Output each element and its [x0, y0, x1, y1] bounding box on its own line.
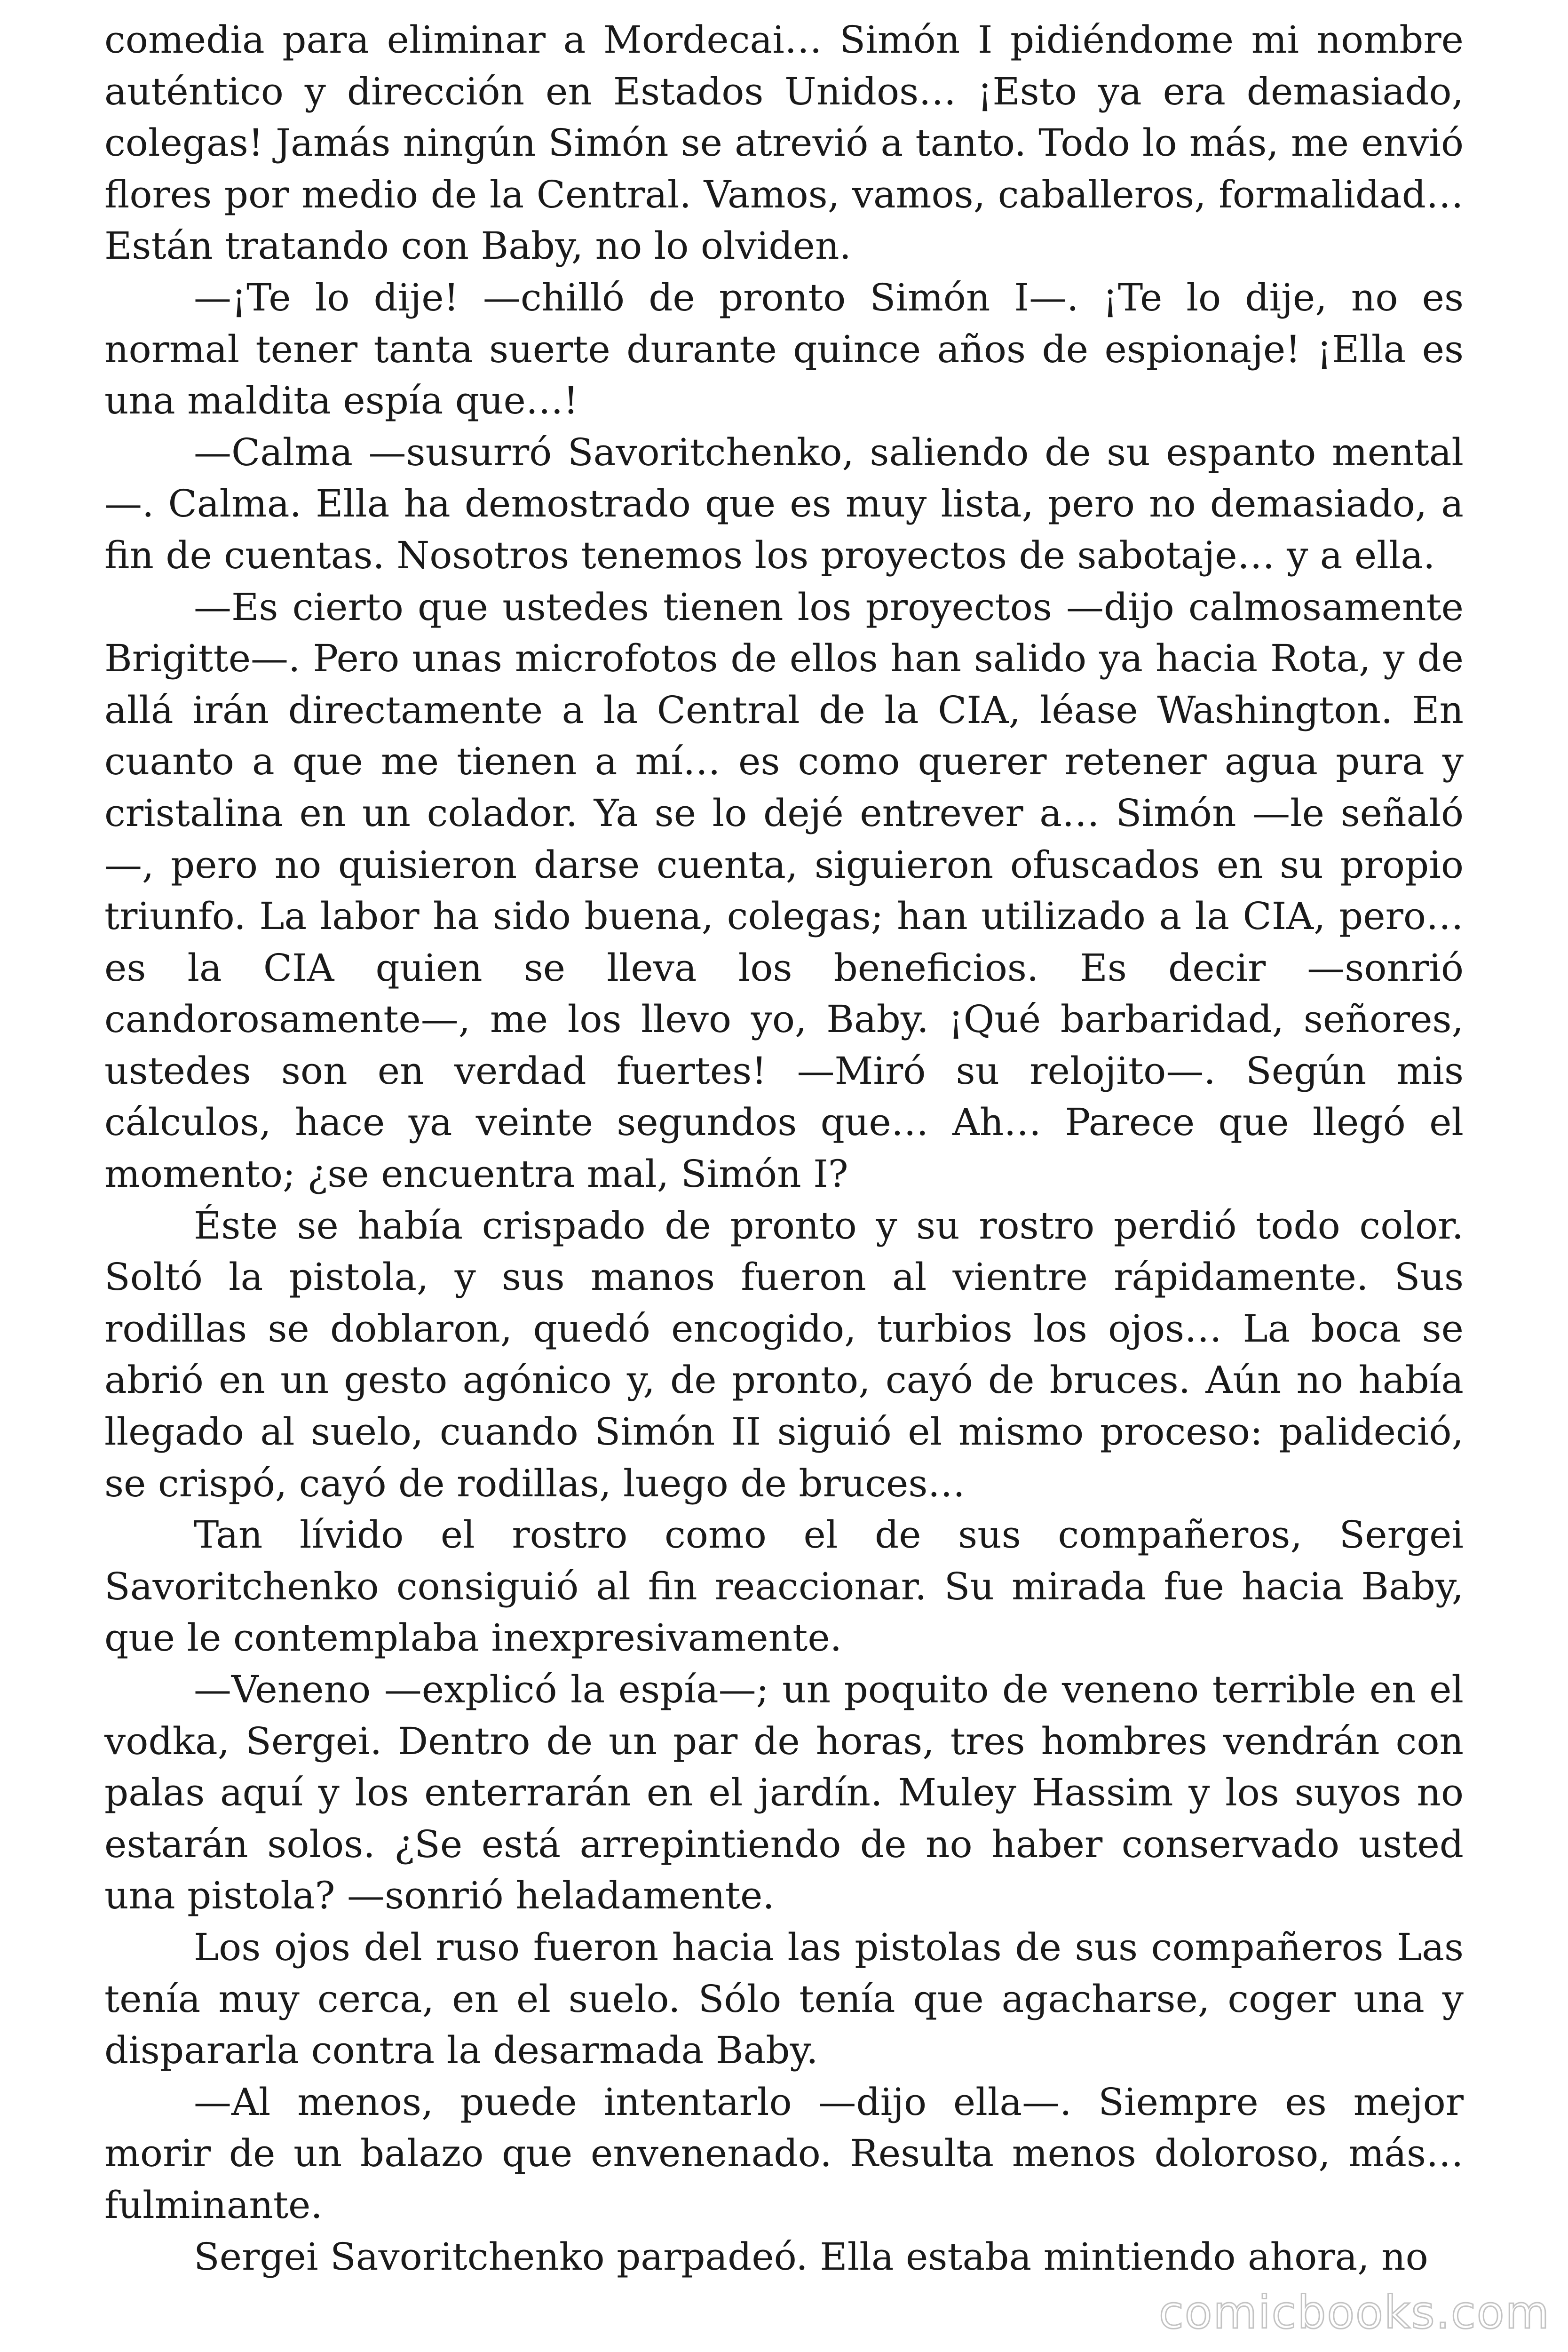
- paragraph: —Al menos, puede intentarlo —dijo ella—. Siempre es mejor morir de un balazo que envenenado. Resulta menos doloroso, más… fulminante.: [104, 2080, 1464, 2227]
- paragraph: Los ojos del ruso fueron hacia las pistolas de sus compañeros Las tenía muy cerca, en el suelo. Sólo tenía que agacharse, coger una y dispararla contra la desarmada Baby.: [104, 1925, 1464, 2073]
- paragraph: —Calma —susurró Savoritchenko, saliendo de su espanto mental —. Calma. Ella ha demostrado que es muy lista, pero no demasiado, a fin de cuentas. Nosotros tenemos los proyectos de sabotaje… y a ella.: [104, 430, 1464, 577]
- paragraph: Sergei Savoritchenko parpadeó. Ella estaba mintiendo ahora, no: [194, 2234, 1428, 2279]
- paragraph: —Es cierto que ustedes tienen los proyectos —dijo calmosamente Brigitte—. Pero unas microfotos de ellos han salido ya hacia Rota, y de allá irán directamente a la Central de la CIA, léase Washington. En cuanto a que me tienen a mí… es como querer retener agua pura y cristalina en un colador. Ya se lo dejé entrever a… Simón —le señaló —, pero no quisieron darse cuenta, siguieron ofuscados en su propio triunfo. La labor ha sido buena, colegas; han utilizado a la CIA, pero… es la CIA quien se lleva los beneficios. Es decir —sonrió candorosamente—, me los llevo yo, Baby. ¡Qué barbaridad, señores, ustedes son en verdad fuertes! —Miró su relojito—. Según mis cálculos, hace ya veinte segundos que… Ah… Parece que llegó el momento; ¿se encuentra mal, Simón I?: [104, 585, 1464, 1196]
- paragraph: Tan lívido el rostro como el de sus compañeros, Sergei Savoritchenko consiguió al fin reaccionar. Su mirada fue hacia Baby, que le contemplaba inexpresivamente.: [104, 1513, 1464, 1660]
- paragraph: comedia para eliminar a Mordecai… Simón I pidiéndome mi nombre auténtico y dirección en Estados Unidos… ¡Esto ya era demasiado, colegas! Jamás ningún Simón se atrevió a tanto. Todo lo más, me envió flores por medio de la Central. Vamos, vamos, caballeros, formalidad… Están tratando con Baby, no lo olviden.: [104, 18, 1464, 268]
- body-text: [104, 14, 1464, 2282]
- paragraph: Éste se había crispado de pronto y su rostro perdió todo color. Soltó la pistola, y sus manos fueron al vientre rápidamente. Sus rodillas se doblaron, quedó encogido, turbios los ojos… La boca se abrió en un gesto agónico y, de pronto, cayó de bruces. Aún no había llegado al suelo, cuando Simón II siguió el mismo proceso: palideció, se crispó, cayó de rodillas, luego de bruces…: [104, 1203, 1464, 1505]
- paragraph: —¡Te lo dije! —chilló de pronto Simón I—. ¡Te lo dije, no es normal tener tanta suerte durante quince años de espionaje! ¡Ella es una maldita espía que…!: [104, 275, 1464, 423]
- paragraph: —Veneno —explicó la espía—; un poquito de veneno terrible en el vodka, Sergei. Dentro de un par de horas, tres hombres vendrán con palas aquí y los enterrarán en el jardín. Muley Hassim y los suyos no estarán solos. ¿Se está arrepintiendo de no haber conservado usted una pistola? —sonrió heladamente.: [104, 1668, 1464, 1918]
- watermark: comicbooks.com: [1158, 2286, 1550, 2339]
